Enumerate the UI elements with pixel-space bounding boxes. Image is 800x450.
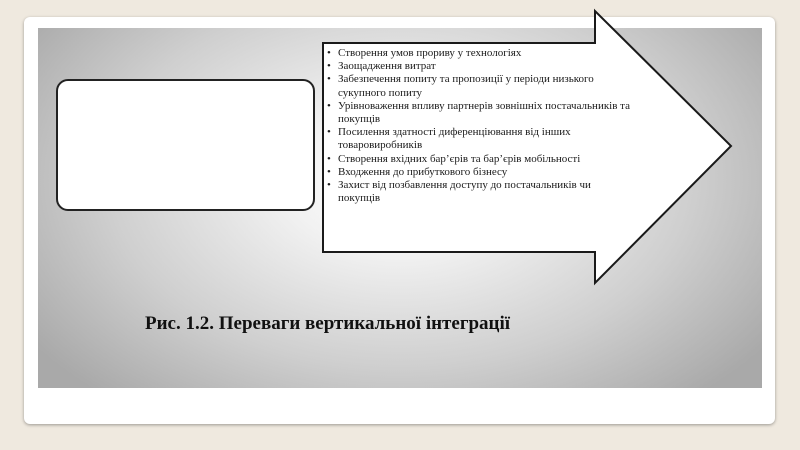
advantages-list [327, 47, 632, 205]
advantage-item: • Входження до прибуткового бізнесу [327, 166, 632, 179]
advantage-item: • Створення вхідних бар’єрів та бар’єрів мобільності [327, 153, 632, 166]
advantage-item: • Заощадження витрат [327, 60, 632, 73]
advantage-item: • Захист від позбавлення доступу до постачальників чи покупців [327, 179, 632, 205]
advantage-item: • Посилення здатності диференціювання від інших товаровиробників [327, 126, 632, 152]
figure-caption: Рис. 1.2. Переваги вертикальної інтеграції [145, 313, 511, 334]
advantage-item: • Урівноваження впливу партнерів зовнішніх постачальників та покупців [327, 100, 632, 126]
advantage-item: • Забезпечення попиту та пропозиції у періоди низького сукупного попиту [327, 73, 632, 99]
advantage-item: • Створення умов прориву у технологіях [327, 47, 632, 60]
